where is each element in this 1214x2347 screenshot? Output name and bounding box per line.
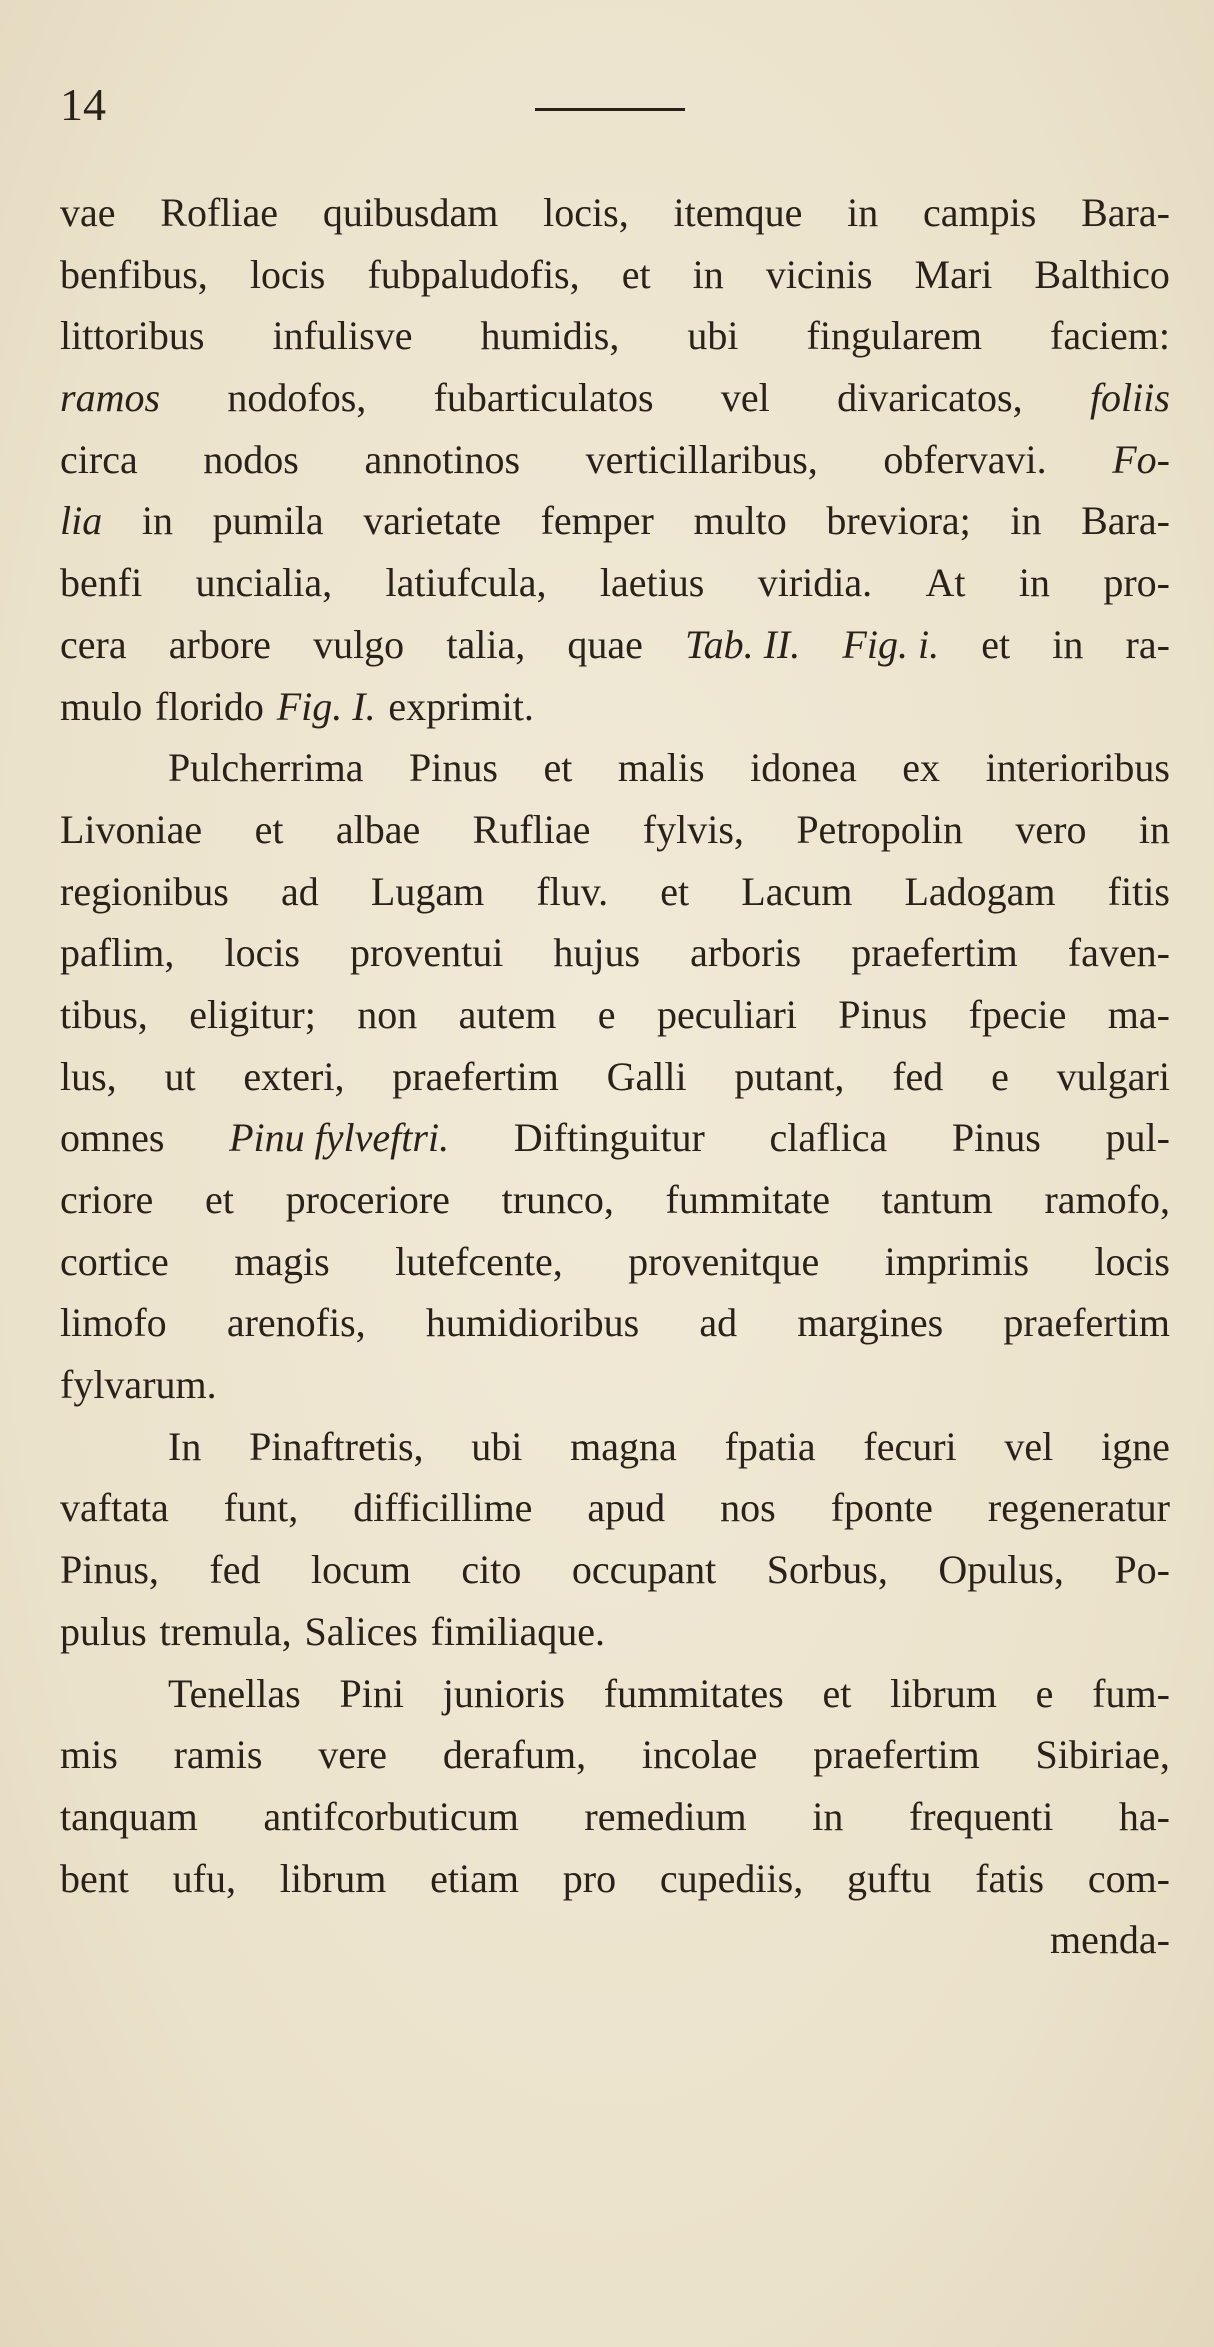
word: varietate xyxy=(363,498,501,544)
word: In xyxy=(168,1423,202,1469)
word: junioris xyxy=(442,1670,565,1716)
word: fed xyxy=(892,1053,944,1099)
word: annotinos xyxy=(364,436,521,482)
text-line xyxy=(60,737,1170,799)
header-rule xyxy=(535,108,685,111)
word: Pinus xyxy=(838,991,928,1037)
word: funt, xyxy=(223,1485,299,1531)
word: Balthico xyxy=(1034,251,1170,297)
word: divaricatos, xyxy=(837,375,1023,421)
word: vel xyxy=(1004,1423,1054,1469)
word: vulgari xyxy=(1056,1053,1170,1099)
word: in xyxy=(141,498,173,544)
word: albae xyxy=(335,806,421,852)
text-line xyxy=(60,1231,1170,1293)
text-line xyxy=(60,1724,1170,1786)
text-line xyxy=(60,614,1170,676)
word: Sibiriae, xyxy=(1035,1732,1170,1778)
word: proventui xyxy=(350,930,504,976)
word: idonea xyxy=(750,745,857,791)
word: Pini xyxy=(339,1670,404,1716)
word: guftu xyxy=(846,1855,932,1901)
word: Po- xyxy=(1114,1547,1170,1593)
word: provenitque xyxy=(628,1238,820,1284)
word: circa xyxy=(60,436,138,482)
word: lus, xyxy=(60,1053,117,1099)
word: Bara- xyxy=(1081,498,1170,544)
word: fitis xyxy=(1107,868,1170,914)
word: locum xyxy=(310,1547,411,1593)
word: occupant xyxy=(571,1547,717,1593)
word: fponte xyxy=(830,1485,933,1531)
word: campis xyxy=(923,190,1037,235)
word: ad xyxy=(281,868,319,914)
word: foliis xyxy=(1089,375,1170,421)
word: florido xyxy=(155,683,264,729)
text-line xyxy=(60,305,1170,367)
word: vaftata xyxy=(60,1485,169,1531)
word: in xyxy=(1052,621,1084,667)
word: laetius xyxy=(599,560,705,606)
word: ex xyxy=(902,745,941,791)
text-line xyxy=(60,1786,1170,1848)
text-line xyxy=(60,984,1170,1046)
word: limofo xyxy=(60,1300,167,1346)
word: tremula, xyxy=(159,1608,292,1654)
word: fylvarum. xyxy=(60,1362,217,1408)
word: uncialia, xyxy=(195,560,333,606)
word: cito xyxy=(461,1547,522,1593)
word: fingularem xyxy=(806,313,983,359)
word: e xyxy=(1035,1670,1054,1716)
word: trunco, xyxy=(501,1177,614,1222)
word: paflim, xyxy=(60,930,175,976)
word: Tenellas xyxy=(168,1670,301,1716)
word: criore xyxy=(60,1177,154,1222)
word: hujus xyxy=(553,930,641,976)
text-line xyxy=(60,244,1170,306)
text-line xyxy=(60,1354,1170,1416)
word: vero xyxy=(1015,806,1087,852)
text-line xyxy=(60,1477,1170,1539)
word: igne xyxy=(1101,1423,1170,1469)
word: locis xyxy=(1094,1238,1170,1284)
word: fpecie xyxy=(968,991,1067,1037)
word: Lugam xyxy=(370,868,485,914)
word: antifcorbuticum xyxy=(263,1793,519,1839)
word: frequenti xyxy=(908,1793,1054,1839)
text-line xyxy=(60,429,1170,491)
word: itemque xyxy=(673,190,803,235)
word: etiam xyxy=(430,1855,520,1901)
word: librum xyxy=(279,1855,387,1901)
word: quae xyxy=(567,621,643,667)
text-line xyxy=(60,1169,1170,1231)
word: nos xyxy=(720,1485,776,1531)
word: fummitates xyxy=(603,1670,784,1716)
word: fum- xyxy=(1092,1670,1170,1716)
word: peculiari xyxy=(656,991,797,1037)
word: latiufcula, xyxy=(385,560,547,606)
word: claflica xyxy=(769,1115,888,1161)
word: lia xyxy=(60,498,103,544)
word: pro xyxy=(562,1855,617,1901)
word: arbore xyxy=(168,621,271,667)
text-line xyxy=(60,1601,1170,1663)
text-line xyxy=(60,676,1170,738)
word: nodos xyxy=(203,436,299,482)
word: vere xyxy=(318,1732,388,1778)
word: non xyxy=(357,991,418,1037)
word: ra- xyxy=(1125,621,1170,667)
word: Sorbus, xyxy=(766,1547,888,1593)
word: fimiliaque. xyxy=(430,1608,605,1654)
word: praefertim xyxy=(392,1053,559,1099)
text-line xyxy=(60,861,1170,923)
word: Rufliae xyxy=(472,806,591,852)
body-text xyxy=(60,182,1170,1971)
word: exteri, xyxy=(243,1053,345,1099)
word: verticillaribus, xyxy=(585,436,818,482)
word: eligitur; xyxy=(189,991,316,1037)
word: Pinus xyxy=(951,1115,1041,1161)
word: bent xyxy=(60,1855,129,1901)
word: malis xyxy=(617,745,705,791)
word: Fig. I. xyxy=(276,683,376,729)
word: pro- xyxy=(1103,560,1170,606)
word: ufu, xyxy=(172,1855,236,1901)
word: Fo- xyxy=(1112,436,1170,482)
word: tantum xyxy=(881,1177,993,1222)
word: ha- xyxy=(1118,1793,1170,1839)
word: nodofos, xyxy=(227,375,367,421)
word: Opulus, xyxy=(938,1547,1064,1593)
word: multo xyxy=(693,498,787,544)
word: talia, xyxy=(446,621,526,667)
word: Fig. i. xyxy=(842,621,940,667)
word: arenofis, xyxy=(226,1300,366,1346)
word: cupediis, xyxy=(659,1855,804,1901)
word: vae xyxy=(60,190,116,235)
word: fummitate xyxy=(665,1177,830,1222)
word: locis xyxy=(224,930,300,976)
word: ramofo, xyxy=(1044,1177,1170,1222)
text-line xyxy=(60,1663,1170,1725)
word: ad xyxy=(699,1300,738,1346)
word: praefertim xyxy=(1003,1300,1170,1346)
text-line xyxy=(60,1046,1170,1108)
word: pulus xyxy=(60,1608,147,1654)
word: fylvis, xyxy=(642,806,744,852)
word: difficillime xyxy=(353,1485,533,1531)
word: putant, xyxy=(734,1053,845,1099)
word: lutefcente, xyxy=(395,1238,563,1284)
word: et xyxy=(204,1177,234,1222)
word: omnes xyxy=(60,1115,165,1161)
word: Diftinguitur xyxy=(513,1115,705,1161)
word: proceriore xyxy=(285,1177,450,1222)
word: et xyxy=(543,745,573,791)
word: ramos xyxy=(60,375,161,421)
word: fpatia xyxy=(724,1423,816,1469)
word: exprimit. xyxy=(388,683,534,729)
text-line xyxy=(60,1107,1170,1169)
word: incolae xyxy=(641,1732,758,1778)
word: Pinus xyxy=(409,745,498,791)
word: ramis xyxy=(173,1732,263,1778)
text-line xyxy=(60,490,1170,552)
word: in xyxy=(812,1793,844,1839)
text-line xyxy=(60,1539,1170,1601)
word: faciem: xyxy=(1050,313,1170,359)
word: magis xyxy=(234,1238,330,1284)
word: fatis xyxy=(975,1855,1045,1901)
word: Rofliae xyxy=(160,190,279,235)
text-line xyxy=(60,552,1170,614)
text-line xyxy=(60,799,1170,861)
text-line xyxy=(60,367,1170,429)
word: At xyxy=(925,560,966,606)
word: tanquam xyxy=(60,1793,198,1839)
word: humidis, xyxy=(480,313,620,359)
word: regeneratur xyxy=(987,1485,1170,1531)
word: praefertim xyxy=(851,930,1018,976)
word: fubarticulatos xyxy=(433,375,654,421)
text-line xyxy=(60,1416,1170,1478)
word: ut xyxy=(164,1053,196,1099)
word: viridia. xyxy=(757,560,873,606)
word: regionibus xyxy=(60,868,229,914)
word: menda- xyxy=(1050,1917,1170,1963)
word: in xyxy=(1018,560,1050,606)
word: obfervavi. xyxy=(883,436,1047,482)
text-line xyxy=(60,1848,1170,1910)
word: Pulcherrima xyxy=(168,745,364,791)
word: Pinu fylveftri. xyxy=(229,1115,450,1161)
word: imprimis xyxy=(884,1238,1030,1284)
word: et xyxy=(981,621,1011,667)
word: praefertim xyxy=(813,1732,980,1778)
word: Livoniae xyxy=(60,806,203,852)
word: ma- xyxy=(1107,991,1170,1037)
word: Galli xyxy=(606,1053,687,1099)
word: in xyxy=(1138,806,1170,852)
word: interioribus xyxy=(985,745,1170,791)
word: pumila xyxy=(212,498,324,544)
word: infulisve xyxy=(272,313,413,359)
word: et xyxy=(621,251,651,297)
word: com- xyxy=(1087,1855,1170,1901)
word: in xyxy=(692,251,724,297)
word: fubpaludofis, xyxy=(367,251,580,297)
word: et xyxy=(660,868,690,914)
text-line xyxy=(60,922,1170,984)
word: et xyxy=(822,1670,852,1716)
word: pul- xyxy=(1105,1115,1170,1161)
word: fluv. xyxy=(536,868,609,914)
word: e xyxy=(597,991,616,1037)
word: Tab. II. xyxy=(685,621,801,667)
word: Pinus, xyxy=(60,1547,159,1593)
word: in xyxy=(847,190,879,235)
text-line xyxy=(60,1909,1170,1971)
word: librum xyxy=(890,1670,997,1716)
word: breviora; xyxy=(826,498,971,544)
word: mis xyxy=(60,1732,118,1778)
word: vicinis xyxy=(765,251,873,297)
word: vel xyxy=(720,375,770,421)
word: femper xyxy=(540,498,654,544)
word: remedium xyxy=(584,1793,747,1839)
word: arboris xyxy=(690,930,802,976)
text-line xyxy=(60,182,1170,244)
word: quibusdam xyxy=(322,190,499,235)
word: apud xyxy=(587,1485,666,1531)
word: et xyxy=(254,806,284,852)
word: fecuri xyxy=(863,1423,957,1469)
word: e xyxy=(991,1053,1009,1099)
word: magna xyxy=(570,1423,677,1469)
word: faven- xyxy=(1067,930,1170,976)
text-line xyxy=(60,1292,1170,1354)
word: Bara- xyxy=(1081,190,1170,235)
word: Mari xyxy=(914,251,993,297)
word: littoribus xyxy=(60,313,205,359)
word: autem xyxy=(458,991,557,1037)
word: benfi xyxy=(60,560,143,606)
word: in xyxy=(1010,498,1042,544)
word: ubi xyxy=(687,313,739,359)
word: locis xyxy=(249,251,326,297)
word: Ladogam xyxy=(904,868,1056,914)
word: margines xyxy=(797,1300,944,1346)
word: cera xyxy=(60,621,127,667)
word: humidioribus xyxy=(425,1300,640,1346)
word: benfibus, xyxy=(60,251,208,297)
word: mulo xyxy=(60,683,143,729)
word: vulgo xyxy=(313,621,405,667)
word: fed xyxy=(209,1547,261,1593)
word: Salices xyxy=(304,1608,418,1654)
word: Pinaftretis, xyxy=(249,1423,424,1469)
word: locis, xyxy=(543,190,629,235)
page-number: 14 xyxy=(60,79,106,130)
word: cortice xyxy=(60,1238,169,1284)
word: derafum, xyxy=(442,1732,587,1778)
word: ubi xyxy=(471,1423,523,1469)
word: Petropolin xyxy=(796,806,963,852)
word: tibus, xyxy=(60,991,148,1037)
word: Lacum xyxy=(741,868,853,914)
